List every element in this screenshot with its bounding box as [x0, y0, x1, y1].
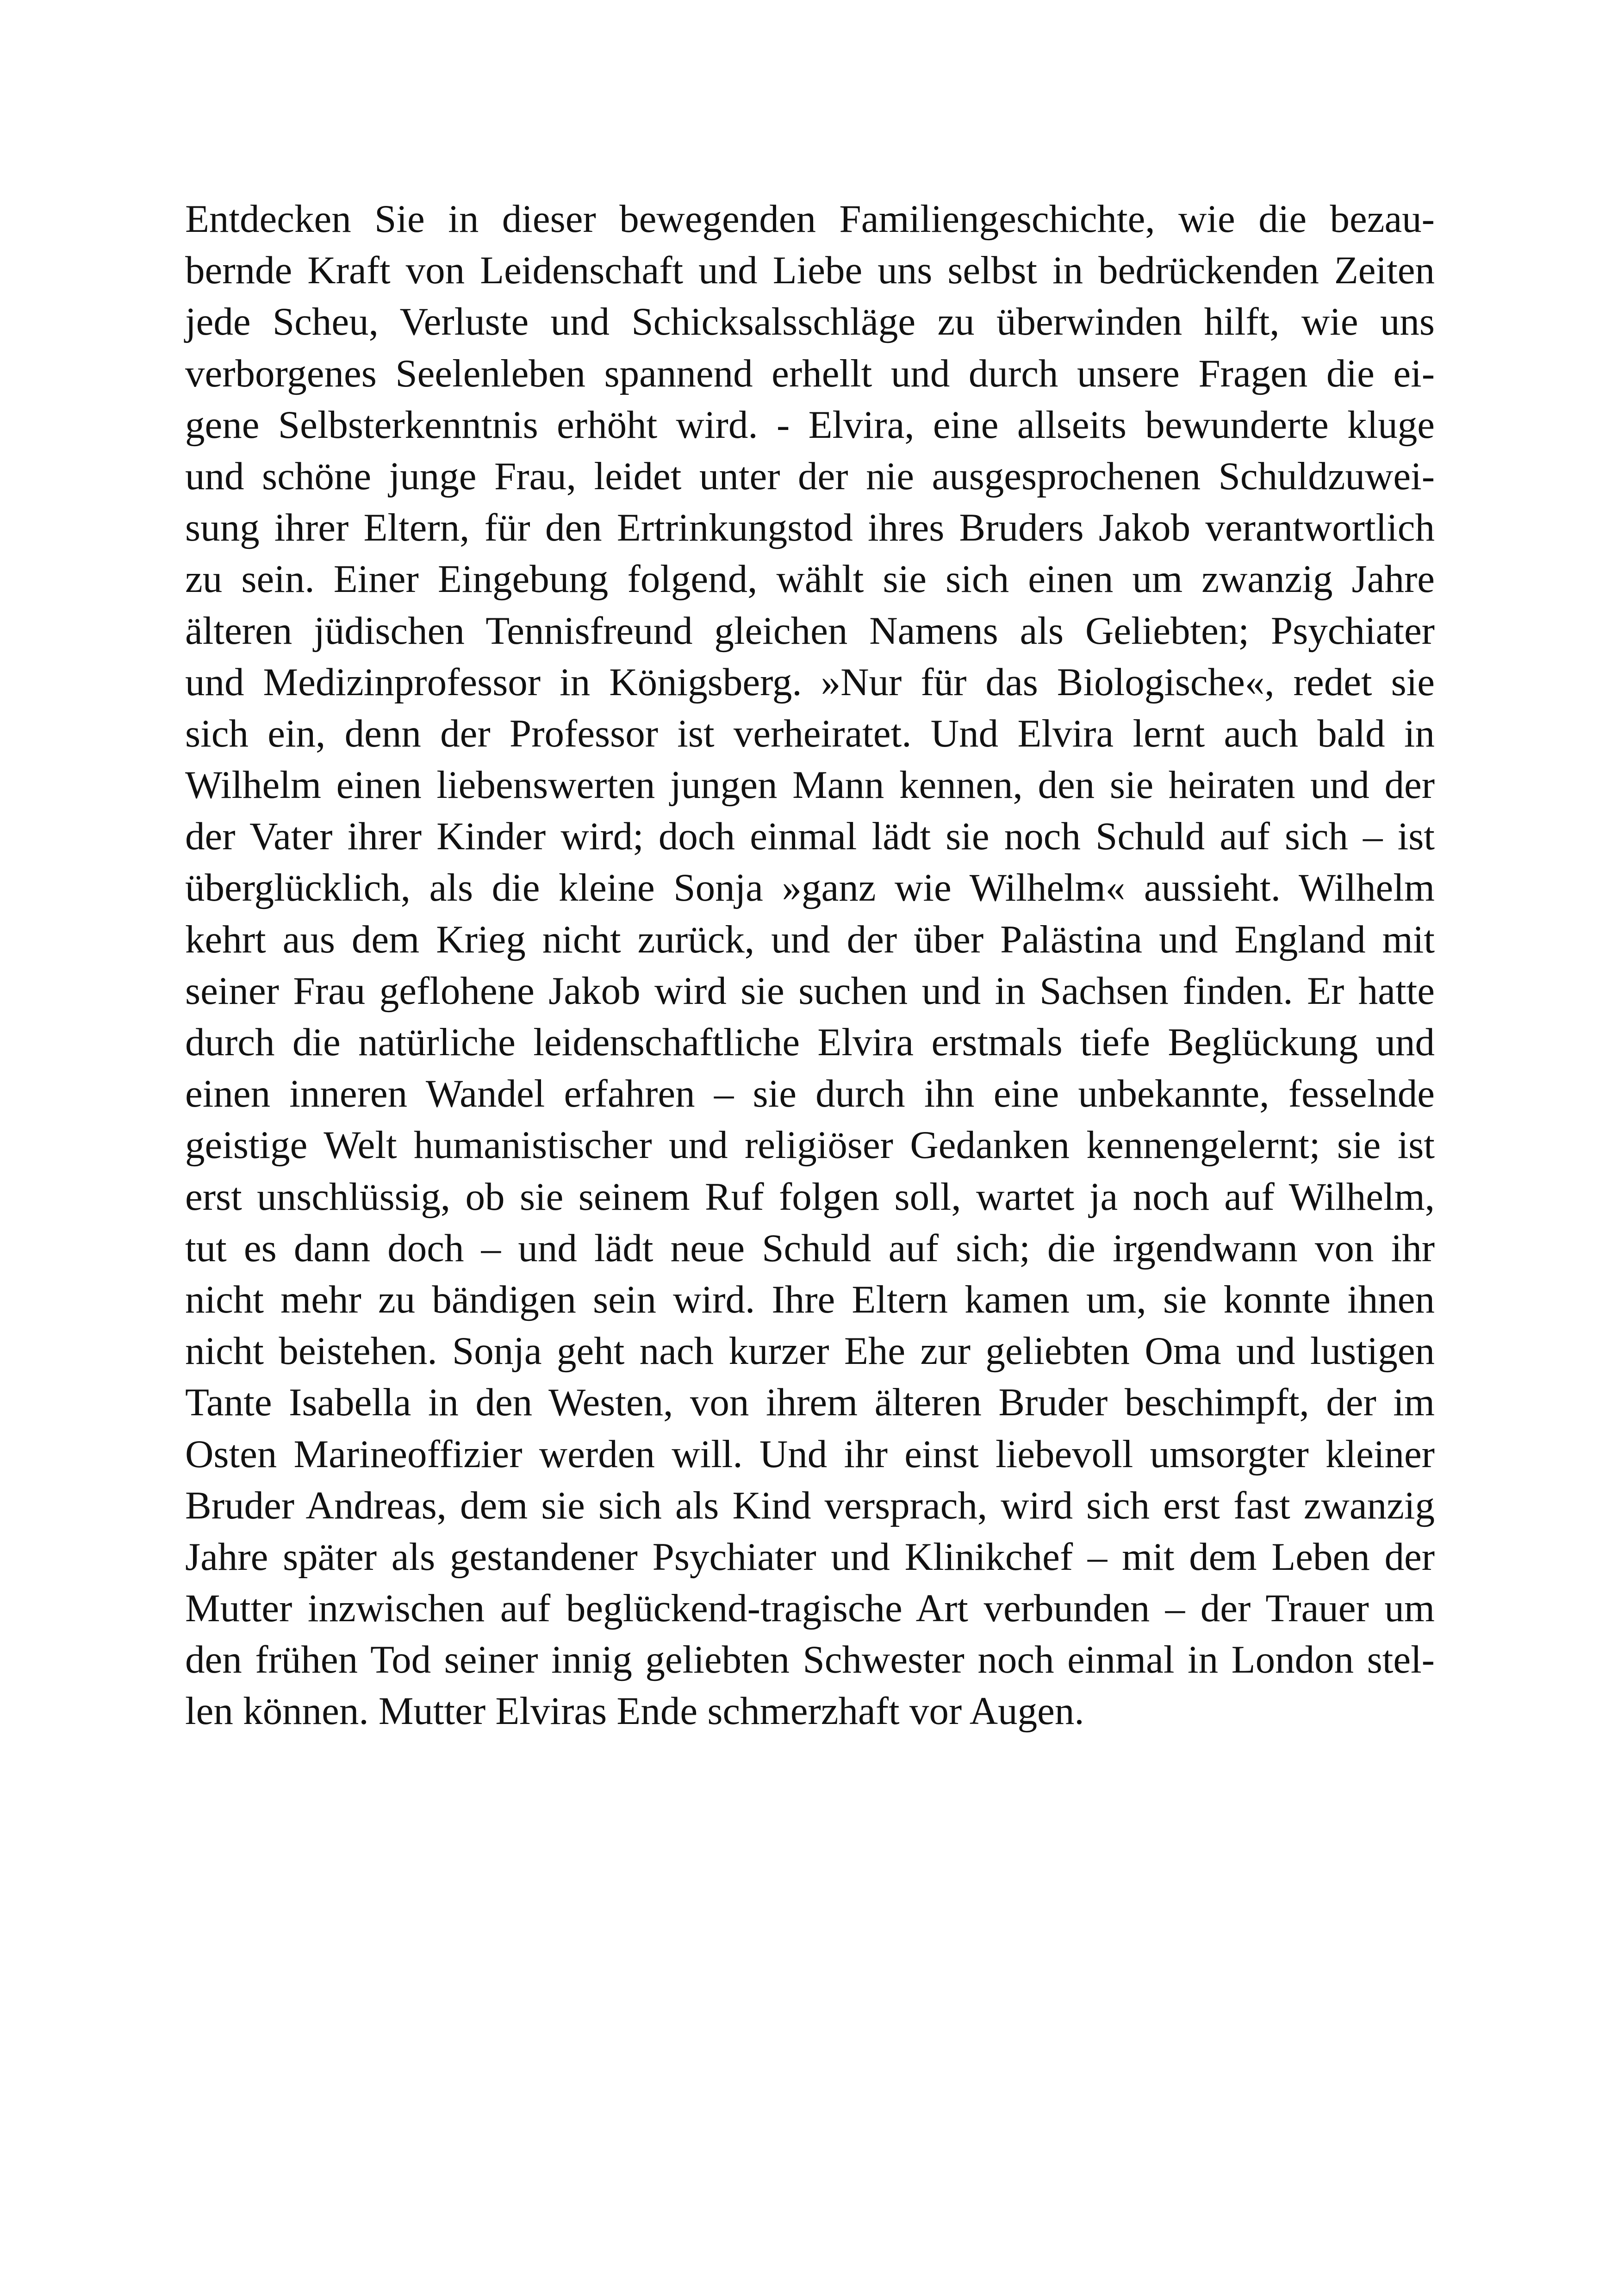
text-line: kehrt aus dem Krieg nicht zurück, und der über Palästina und England mit [185, 917, 1435, 961]
text-line: zu sein. Einer Eingebung folgend, wählt sie sich einen um zwanzig Jahre [185, 557, 1435, 601]
text-line: seiner Frau geflohene Jakob wird sie suchen und in Sachsen finden. Er hatte [185, 969, 1435, 1013]
text-line: tut es dann doch – und lädt neue Schuld auf sich; die irgendwann von ihr [185, 1226, 1435, 1270]
text-line: der Vater ihrer Kinder wird; doch einmal lädt sie noch Schuld auf sich – ist [185, 815, 1435, 859]
text-line: Bruder Andreas, dem sie sich als Kind versprach, wird sich erst fast zwanzig [185, 1483, 1435, 1527]
text-line: den frühen Tod seiner innig geliebten Schwester noch einmal in London stel- [185, 1638, 1435, 1682]
text-line: Tante Isabella in den Westen, von ihrem älteren Bruder beschimpft, der im [185, 1381, 1435, 1425]
text-line: sung ihrer Eltern, für den Ertrinkungstod ihres Bruders Jakob verantwortlich [185, 506, 1435, 550]
text-line: erst unschlüssig, ob sie seinem Ruf folgen soll, wartet ja noch auf Wilhelm, [185, 1175, 1435, 1219]
text-line-last: len können. Mutter Elviras Ende schmerzhaft vor Augen. [185, 1689, 1084, 1733]
text-line: einen inneren Wandel erfahren – sie durch ihn eine unbekannte, fesselnde [185, 1072, 1435, 1116]
body-paragraph [185, 193, 1435, 1737]
text-line: Osten Marineoffizier werden will. Und ihr einst liebevoll umsorgter kleiner [185, 1432, 1435, 1476]
text-line: Mutter inzwischen auf beglückend-tragische Art verbunden – der Trauer um [185, 1587, 1435, 1630]
text-line: geistige Welt humanistischer und religiöser Gedanken kennengelernt; sie ist [185, 1123, 1435, 1167]
text-line: jede Scheu, Verluste und Schicksalsschläge zu überwinden hilft, wie uns [185, 300, 1435, 344]
text-line: bernde Kraft von Leidenschaft und Liebe uns selbst in bedrückenden Zeiten [185, 249, 1435, 292]
text-line: überglücklich, als die kleine Sonja »ganz wie Wilhelm« aussieht. Wilhelm [185, 866, 1435, 910]
text-line: und schöne junge Frau, leidet unter der nie ausgesprochenen Schuldzuwei- [185, 454, 1435, 498]
text-line: Wilhelm einen liebenswerten jungen Mann kennen, den sie heiraten und der [185, 763, 1435, 807]
text-line: durch die natürliche leidenschaftliche Elvira erstmals tiefe Beglückung und [185, 1020, 1435, 1064]
text-line: älteren jüdischen Tennisfreund gleichen Namens als Geliebten; Psychiater [185, 609, 1435, 653]
text-line: sich ein, denn der Professor ist verheiratet. Und Elvira lernt auch bald in [185, 711, 1435, 755]
text-line: Entdecken Sie in dieser bewegenden Familiengeschichte, wie die bezau- [185, 197, 1435, 241]
text-line: Jahre später als gestandener Psychiater und Klinikchef – mit dem Leben der [185, 1535, 1435, 1579]
text-line: und Medizinprofessor in Königsberg. »Nur für das Biologische«, redet sie [185, 660, 1435, 704]
text-line: nicht mehr zu bändigen sein wird. Ihre Eltern kamen um, sie konnte ihnen [185, 1277, 1435, 1321]
text-line: nicht beistehen. Sonja geht nach kurzer Ehe zur geliebten Oma und lustigen [185, 1329, 1435, 1373]
text-line: verborgenes Seelenleben spannend erhellt und durch unsere Fragen die ei- [185, 351, 1435, 395]
text-line: gene Selbsterkenntnis erhöht wird. - Elvira, eine allseits bewunderte kluge [185, 403, 1435, 447]
